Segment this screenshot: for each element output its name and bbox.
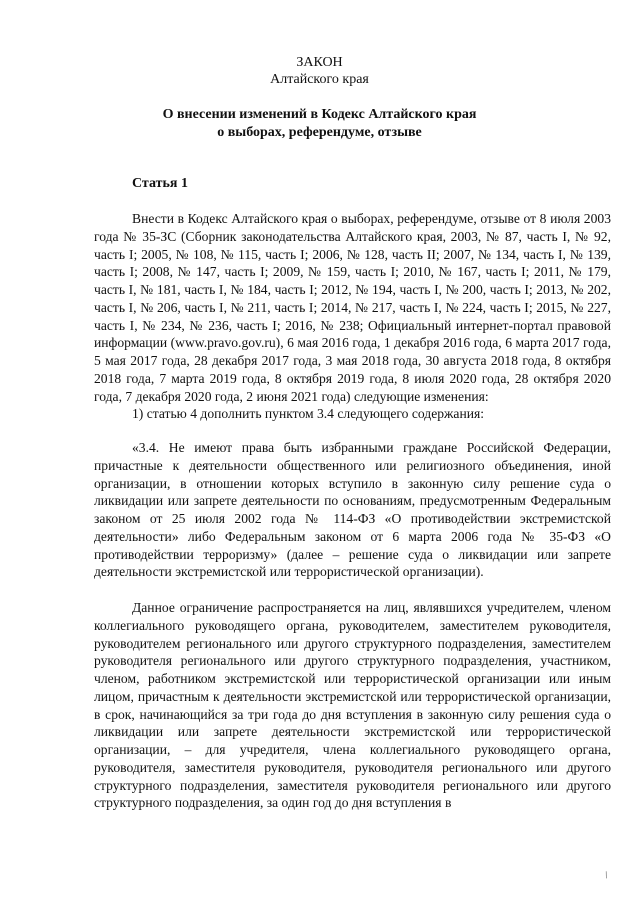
law-title: ЗАКОН	[296, 55, 343, 70]
restriction-paragraph: Данное ограничение распространяется на лиц, являвшихся учредителем, членом коллегиального руководящего органа, руководителем, заместителем руководителя, руководителем регионального или другого структурного подразделения, заместителем руководителя регионального или другого структурного подразделения, участником, членом, работником экстремистской или террористической организации или иным лицом, причастным к деятельности экстремистской или террористической организации, в срок, начинающийся за три года до дня вступления в законную силу решения суда о ликвидации или запрете деятельности экстремистской или террористической организации, – для учредителя, члена коллегиального руководящего органа, руководителя, заместителя руководителя, руководителя регионального или другого структурного подразделения, заместителя руководителя регионального или другого структурного подразделения, за один год до дня вступления в	[94, 600, 611, 811]
intro-paragraph: Внести в Кодекс Алтайского края о выборах, референдуме, отзыве от 8 июля 2003 года № 35-ЗС (Сборник законодательства Алтайского края, 2003, № 87, часть I, № 92, часть I; 2005, № 108, № 115, часть I; 2006, № 128, часть II; 2007, № 134, часть I, № 139, часть I; 2008, № 147, часть I; 2009, № 159, часть I; 2010, № 167, часть I; 2011, № 179, часть I, № 181, часть I, № 184, часть I; 2012, № 194, часть I, № 200, часть I; 2013, № 202, часть I, № 206, часть I, № 211, часть I; 2014, № 217, часть I, № 224, часть I; 2015, № 227, часть I, № 234, № 236, часть I; 2016, № 238; Официальный интернет-портал правовой информации (www.pravo.gov.ru), 6 мая 2016 года, 1 декабря 2016 года, 6 марта 2017 года, 5 мая 2017 года, 28 декабря 2017 года, 3 мая 2018 года, 30 августа 2018 года, 8 октября 2018 года, 7 марта 2019 года, 8 октября 2019 года, 8 июля 2020 года, 28 октября 2020 года, 7 декабря 2020 года, 2 июня 2021 года) следующие изменения:	[94, 211, 611, 404]
corner-mark: /	[603, 869, 610, 882]
law-subject-line-1: О внесении изменений в Кодекс Алтайского края	[162, 107, 477, 122]
clause-3-4-paragraph: «3.4. Не имеют права быть избранными граждане Российской Федерации, причастные к деятельности общественного или религиозного объединения, иной организации, в отношении которых вступило в законную силу решение суда о ликвидации или запрете деятельности по основаниям, предусмотренным Федеральным законом от 25 июля 2002 года № 114-ФЗ «О противодействии экстремистской деятельности» либо Федеральным законом от 6 марта 2006 года № 35-ФЗ «О противодействии терроризму» (далее – решение суда о ликвидации или запрете деятельности экстремистской или террористической организации).	[94, 440, 611, 580]
clause-3-4-block	[94, 439, 611, 581]
article-heading: Статья 1	[132, 176, 188, 191]
region-name: Алтайского края	[270, 72, 369, 87]
article-intro-block	[94, 210, 611, 423]
law-subject-line-2: о выборах, референдуме, отзыве	[217, 125, 422, 140]
restriction-block	[94, 599, 611, 812]
item-1-paragraph: 1) статью 4 дополнить пунктом 3.4 следующего содержания:	[132, 406, 485, 422]
